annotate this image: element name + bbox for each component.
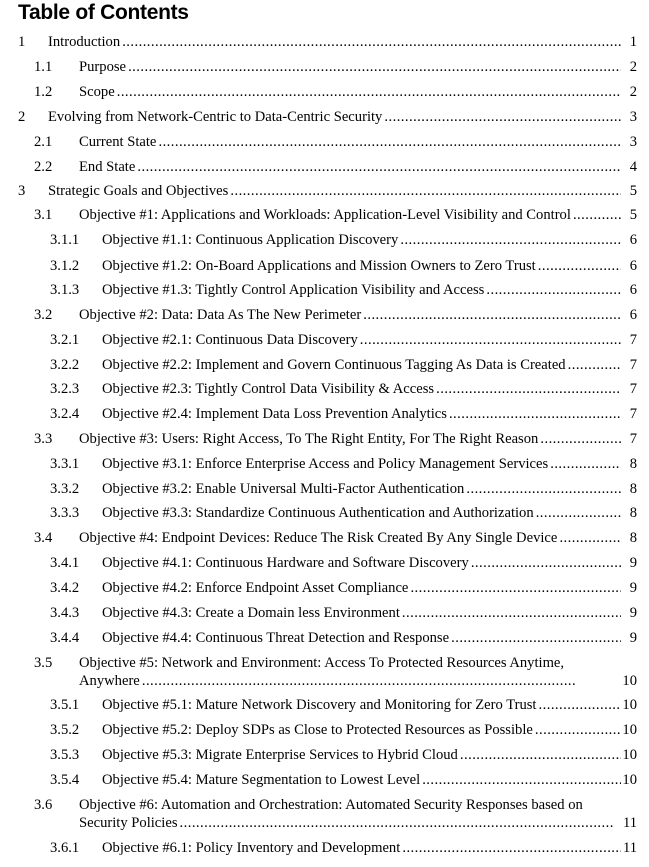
toc-title: Objective #3.3: Standardize Continuous Authentication and Authorization . . . (102, 504, 621, 522)
toc-number: 3.2.3 (50, 381, 80, 397)
toc-title-continued: Anywhere . . . (79, 672, 621, 690)
toc-number: 2 (18, 109, 26, 125)
toc-title: Objective #1.3: Tightly Control Application Visibility and Access . . . (102, 281, 621, 299)
toc-title: Objective #2.4: Implement Data Loss Prevention Analytics . . . (102, 405, 621, 423)
toc-number: 3.2.2 (50, 357, 80, 373)
toc-title: Objective #1.2: On-Board Applications and Mission Owners to Zero Trust . . . (102, 257, 621, 275)
toc-title: Objective #4.3: Create a Domain less Environment . . . (102, 604, 621, 622)
toc-number: 3 (18, 183, 26, 199)
toc-number: 3.5.4 (50, 772, 80, 788)
toc-page: 9 (629, 555, 637, 571)
toc-title: Objective #1: Applications and Workloads: Application-Level Visibility and Control . . . (79, 206, 621, 224)
toc-number: 3.5.1 (50, 697, 80, 713)
toc-page: 7 (629, 406, 637, 422)
toc-number: 3.1.1 (50, 232, 80, 248)
toc-page: 7 (629, 332, 637, 348)
toc-title: Objective #5.4: Mature Segmentation to Lowest Level . . . (102, 771, 621, 789)
toc-page: 11 (622, 840, 637, 856)
toc-number: 3.5 (34, 655, 53, 671)
toc-number: 2.2 (34, 159, 53, 175)
toc-number: 3.5.3 (50, 747, 80, 763)
toc-number: 3.1.3 (50, 282, 80, 298)
toc-title: Scope . . . (79, 83, 621, 101)
toc-page: 1 (629, 34, 637, 50)
toc-number: 3.1 (34, 207, 53, 223)
toc-title: Objective #2: Data: Data As The New Perimeter . . . (79, 306, 621, 324)
toc-page: 8 (629, 456, 637, 472)
toc-page: 2 (629, 59, 637, 75)
toc-page: 7 (629, 381, 637, 397)
toc-number: 1.1 (34, 59, 53, 75)
toc-number: 3.6.1 (50, 840, 80, 856)
toc-page: 10 (622, 772, 637, 788)
toc-page: 9 (629, 630, 637, 646)
toc-number: 3.1.2 (50, 258, 80, 274)
toc-number: 2.1 (34, 134, 53, 150)
toc-number: 3.5.2 (50, 722, 80, 738)
toc-page: 6 (629, 258, 637, 274)
toc-page: 8 (629, 505, 637, 521)
toc-page: 8 (629, 530, 637, 546)
toc-page: 5 (629, 183, 637, 199)
toc-number: 3.4.2 (50, 580, 80, 596)
toc-title: Evolving from Network-Centric to Data-Centric Security . . . (48, 108, 621, 126)
toc-page: 4 (629, 159, 637, 175)
toc-title: Objective #5.2: Deploy SDPs as Close to Protected Resources as Possible . . . (102, 721, 621, 739)
toc-page: 7 (629, 431, 637, 447)
toc-number: 3.4.4 (50, 630, 80, 646)
toc-page: 11 (622, 815, 637, 831)
toc-title: Objective #4.1: Continuous Hardware and Software Discovery . . . (102, 554, 621, 572)
toc-number: 3.6 (34, 797, 53, 813)
toc-title: Objective #6.1: Policy Inventory and Development . . . (102, 839, 621, 857)
toc-page: 10 (622, 722, 637, 738)
toc-page: 5 (629, 207, 637, 223)
toc-number: 3.3 (34, 431, 53, 447)
toc-page: 2 (629, 84, 637, 100)
toc-title: Objective #2.3: Tightly Control Data Visibility & Access . . . (102, 380, 621, 398)
toc-title: Objective #5: Network and Environment: Access To Protected Resources Anytime, (79, 655, 565, 671)
toc-page: 9 (629, 580, 637, 596)
toc-page: 8 (629, 481, 637, 497)
toc-title: Objective #4.4: Continuous Threat Detection and Response . . . (102, 629, 621, 647)
toc-page: 6 (629, 232, 637, 248)
toc-page: 6 (629, 307, 637, 323)
toc-page: 7 (629, 357, 637, 373)
toc-number: 3.3.1 (50, 456, 80, 472)
toc-number: 3.3.2 (50, 481, 80, 497)
toc-page: 9 (629, 605, 637, 621)
toc-page: 3 (629, 134, 637, 150)
toc-title: Purpose . . . (79, 58, 621, 76)
toc-number: 3.2 (34, 307, 53, 323)
toc-title: End State . . . (79, 158, 621, 176)
toc-number: 1.2 (34, 84, 53, 100)
toc-page: 10 (622, 697, 637, 713)
toc-title: Objective #3.1: Enforce Enterprise Access and Policy Management Services . . . (102, 455, 621, 473)
toc-number: 3.4 (34, 530, 53, 546)
toc-title: Objective #1.1: Continuous Application Discovery . . . (102, 231, 621, 249)
toc-number: 3.4.3 (50, 605, 80, 621)
toc-page: 10 (622, 673, 637, 689)
toc-title: Objective #4: Endpoint Devices: Reduce The Risk Created By Any Single Device . . . (79, 529, 621, 547)
toc-page: 3 (629, 109, 637, 125)
toc-title: Introduction . . . (48, 33, 621, 51)
toc-title: Strategic Goals and Objectives . . . (48, 182, 621, 200)
toc-title: Objective #2.1: Continuous Data Discovery . . . (102, 331, 621, 349)
toc-title: Objective #3.2: Enable Universal Multi-Factor Authentication . . . (102, 480, 621, 498)
toc-title: Objective #4.2: Enforce Endpoint Asset Compliance . . . (102, 579, 621, 597)
toc-title: Objective #6: Automation and Orchestration: Automated Security Responses based on (79, 797, 583, 813)
toc-title: Objective #5.3: Migrate Enterprise Services to Hybrid Cloud . . . (102, 746, 621, 764)
toc-title: Objective #3: Users: Right Access, To The Right Entity, For The Right Reason . . . (79, 430, 621, 448)
toc-title: Objective #5.1: Mature Network Discovery and Monitoring for Zero Trust . . . (102, 696, 621, 714)
toc-page: 10 (622, 747, 637, 763)
toc-title-continued: Security Policies . . . (79, 814, 621, 832)
toc-title: Current State . . . (79, 133, 621, 151)
toc-number: 3.2.4 (50, 406, 80, 422)
toc-number: 3.4.1 (50, 555, 80, 571)
toc-title: Objective #2.2: Implement and Govern Continuous Tagging As Data is Created . . . (102, 356, 621, 374)
toc-number: 3.3.3 (50, 505, 80, 521)
page-title: Table of Contents (18, 1, 189, 24)
toc-page: 6 (629, 282, 637, 298)
toc-number: 3.2.1 (50, 332, 80, 348)
toc-number: 1 (18, 34, 26, 50)
